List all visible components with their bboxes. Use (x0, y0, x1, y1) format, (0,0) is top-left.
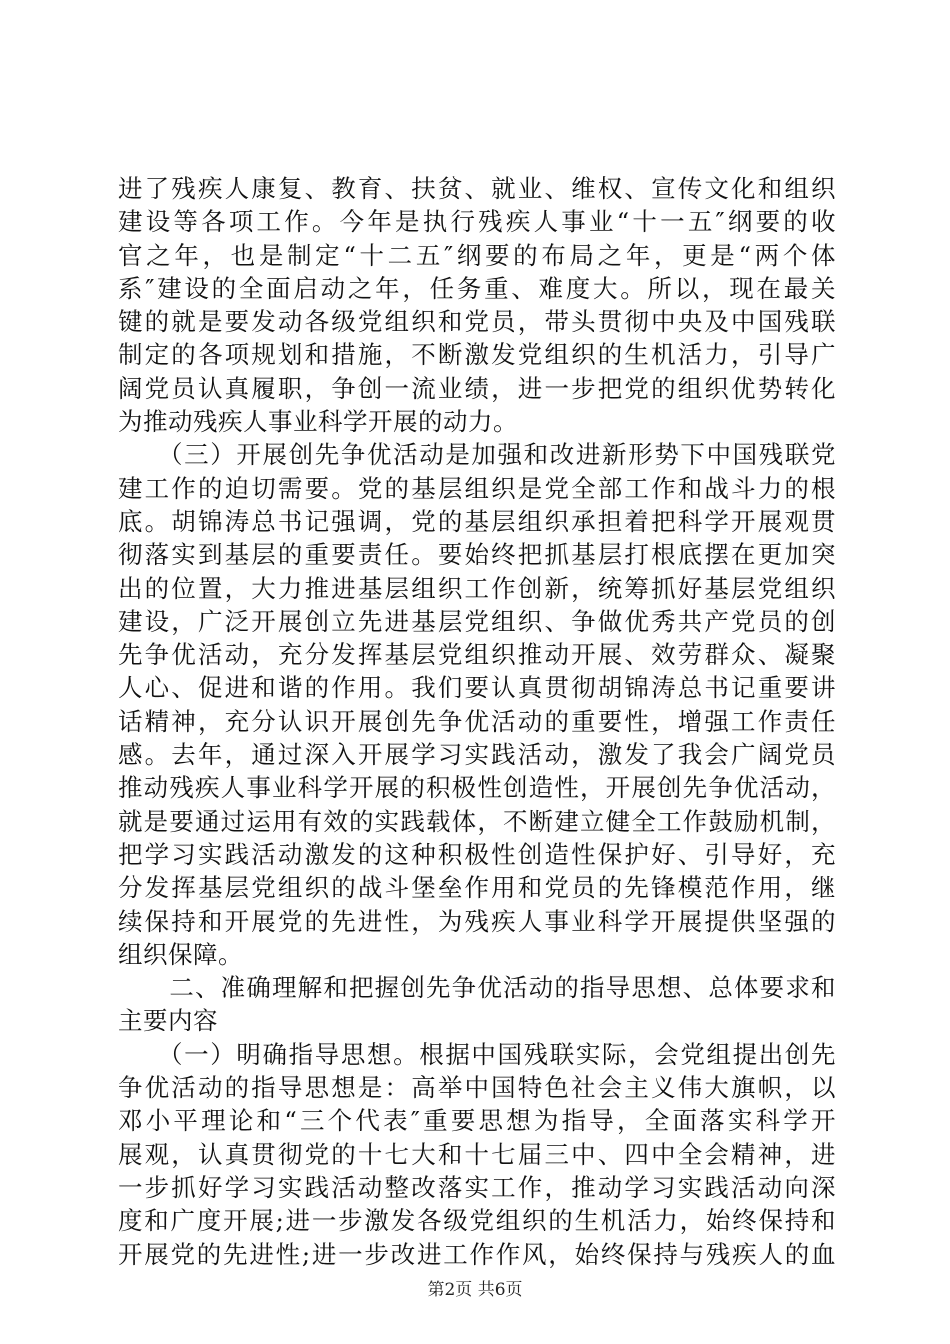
text-line: 建工作的迫切需要。党的基层组织是党全部工作和战斗力的根 (118, 473, 836, 503)
text-line: 争优活动的指导思想是：高举中国特色社会主义伟大旗帜，以 (118, 1073, 836, 1103)
text-line: 二、准确理解和把握创先争优活动的指导思想、总体要求和 (118, 973, 836, 1003)
text-line: 彻落实到基层的重要责任。要始终把抓基层打根底摆在更加突 (118, 540, 836, 570)
text-line: 阔党员认真履职，争创一流业绩，进一步把党的组织优势转化 (118, 373, 836, 403)
text-line: 分发挥基层党组织的战斗堡垒作用和党员的先锋模范作用，继 (118, 873, 836, 903)
text-line: 把学习实践活动激发的这种积极性创造性保护好、引导好，充 (118, 839, 836, 869)
text-line: 人心、促进和谐的作用。我们要认真贯彻胡锦涛总书记重要讲 (118, 673, 836, 703)
text-line: 底。胡锦涛总书记强调，党的基层组织承担着把科学开展观贯 (118, 506, 836, 536)
text-line: 建设，广泛开展创立先进基层党组织、争做优秀共产党员的创 (118, 606, 836, 636)
text-line: 续保持和开展党的先进性，为残疾人事业科学开展提供坚强的 (118, 906, 836, 936)
text-line: 推动残疾人事业科学开展的积极性创造性，开展创先争优活动， (118, 773, 836, 803)
text-line: 开展党的先进性;进一步改进工作作风，始终保持与残疾人的血 (118, 1239, 836, 1269)
text-line: 先争优活动，充分发挥基层党组织推动开展、效劳群众、凝聚 (118, 640, 836, 670)
page-number: 第2页 共6页 (427, 1280, 523, 1300)
text-line: （三）开展创先争优活动是加强和改进新形势下中国残联党 (118, 440, 836, 470)
text-line: 邓小平理论和“三个代表″重要思想为指导，全面落实科学开 (118, 1106, 836, 1136)
text-line: 键的就是要发动各级党组织和党员，带头贯彻中央及中国残联 (118, 307, 836, 337)
text-line: 主要内容 (118, 1006, 218, 1036)
text-line: 就是要通过运用有效的实践载体，不断建立健全工作鼓励机制， (118, 806, 836, 836)
text-line: 出的位置，大力推进基层组织工作创新，统筹抓好基层党组织 (118, 573, 836, 603)
text-line: 话精神，充分认识开展创先争优活动的重要性，增强工作责任 (118, 706, 836, 736)
text-line: 一步抓好学习实践活动整改落实工作，推动学习实践活动向深 (118, 1172, 836, 1202)
text-line: 进了残疾人康复、教育、扶贫、就业、维权、宣传文化和组织 (118, 174, 836, 203)
text-line: 系″建设的全面启动之年，任务重、难度大。所以，现在最关 (118, 273, 836, 303)
text-line: 制定的各项规划和措施，不断激发党组织的生机活力，引导广 (118, 340, 836, 370)
text-line: 展观，认真贯彻党的十七大和十七届三中、四中全会精神，进 (118, 1139, 836, 1169)
document-body (118, 172, 836, 1271)
text-line: 官之年，也是制定“十二五″纲要的布局之年，更是“两个体 (118, 240, 836, 270)
text-line: 度和广度开展;进一步激发各级党组织的生机活力，始终保持和 (118, 1206, 836, 1236)
text-line: 建设等各项工作。今年是执行残疾人事业“十一五″纲要的收 (118, 207, 836, 237)
text-line: 感。去年，通过深入开展学习实践活动，激发了我会广阔党员 (118, 740, 836, 770)
text-line: （一）明确指导思想。根据中国残联实际，会党组提出创先 (118, 1039, 836, 1069)
text-line: 组织保障。 (118, 939, 243, 969)
text-line: 为推动残疾人事业科学开展的动力。 (118, 407, 518, 437)
